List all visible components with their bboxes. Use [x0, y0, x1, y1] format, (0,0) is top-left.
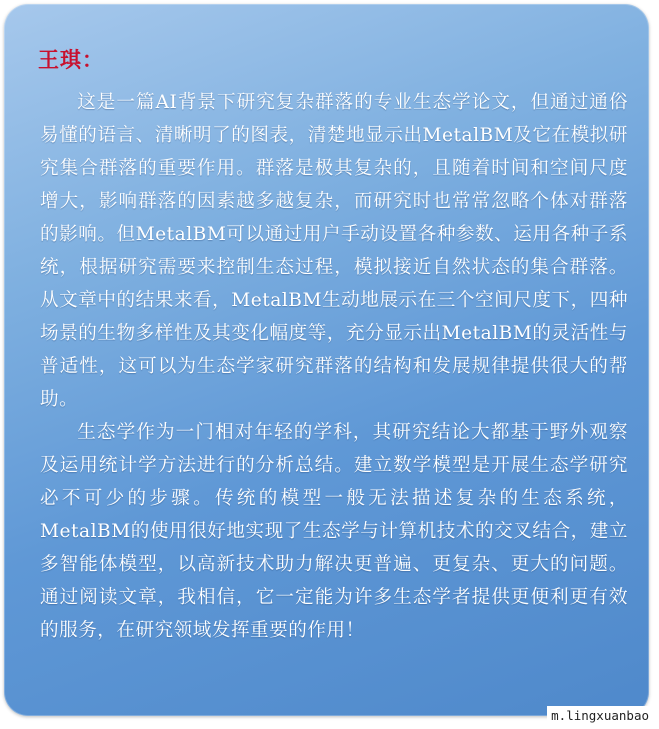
comment-card [4, 4, 649, 716]
paragraph-2: 生态学作为一门相对年轻的学科，其研究结论大都基于野外观察及运用统计学方法进行的分析总结。建立数学模型是开展生态学研究必不可少的步骤。传统的模型一般无法描述复杂的生态系统，MetalBM的使用很好地实现了生态学与计算机技术的交叉结合，建立多智能体模型，以高新技术助力解决更普遍、更复杂、更大的问题。通过阅读文章，我相信，它一定能为许多生态学者提供更便利更有效的服务，在研究领域发挥重要的作用！ [40, 422, 628, 641]
comment-body [40, 86, 628, 647]
paragraph-1: 这是一篇AI背景下研究复杂群落的专业生态学论文，但通过通俗易懂的语言、清晰明了的图表，清楚地显示出MetalBM及它在模拟研究集合群落的重要作用。群落是极其复杂的，且随着时间和空间尺度增大，影响群落的因素越多越复杂，而研究时也常常忽略个体对群落的影响。但MetalBM可以通过用户手动设置各种参数、运用各种子系统，根据研究需要来控制生态过程，模拟接近自然状态的集合群落。从文章中的结果来看，MetalBM生动地展示在三个空间尺度下，四种场景的生物多样性及其变化幅度等，充分显示出MetalBM的灵活性与普适性，这可以为生态学家研究群落的结构和发展规律提供很大的帮助。 [40, 92, 628, 410]
site-watermark: m.lingxuanbao [547, 706, 653, 725]
author-name: 王琪： [38, 47, 104, 72]
